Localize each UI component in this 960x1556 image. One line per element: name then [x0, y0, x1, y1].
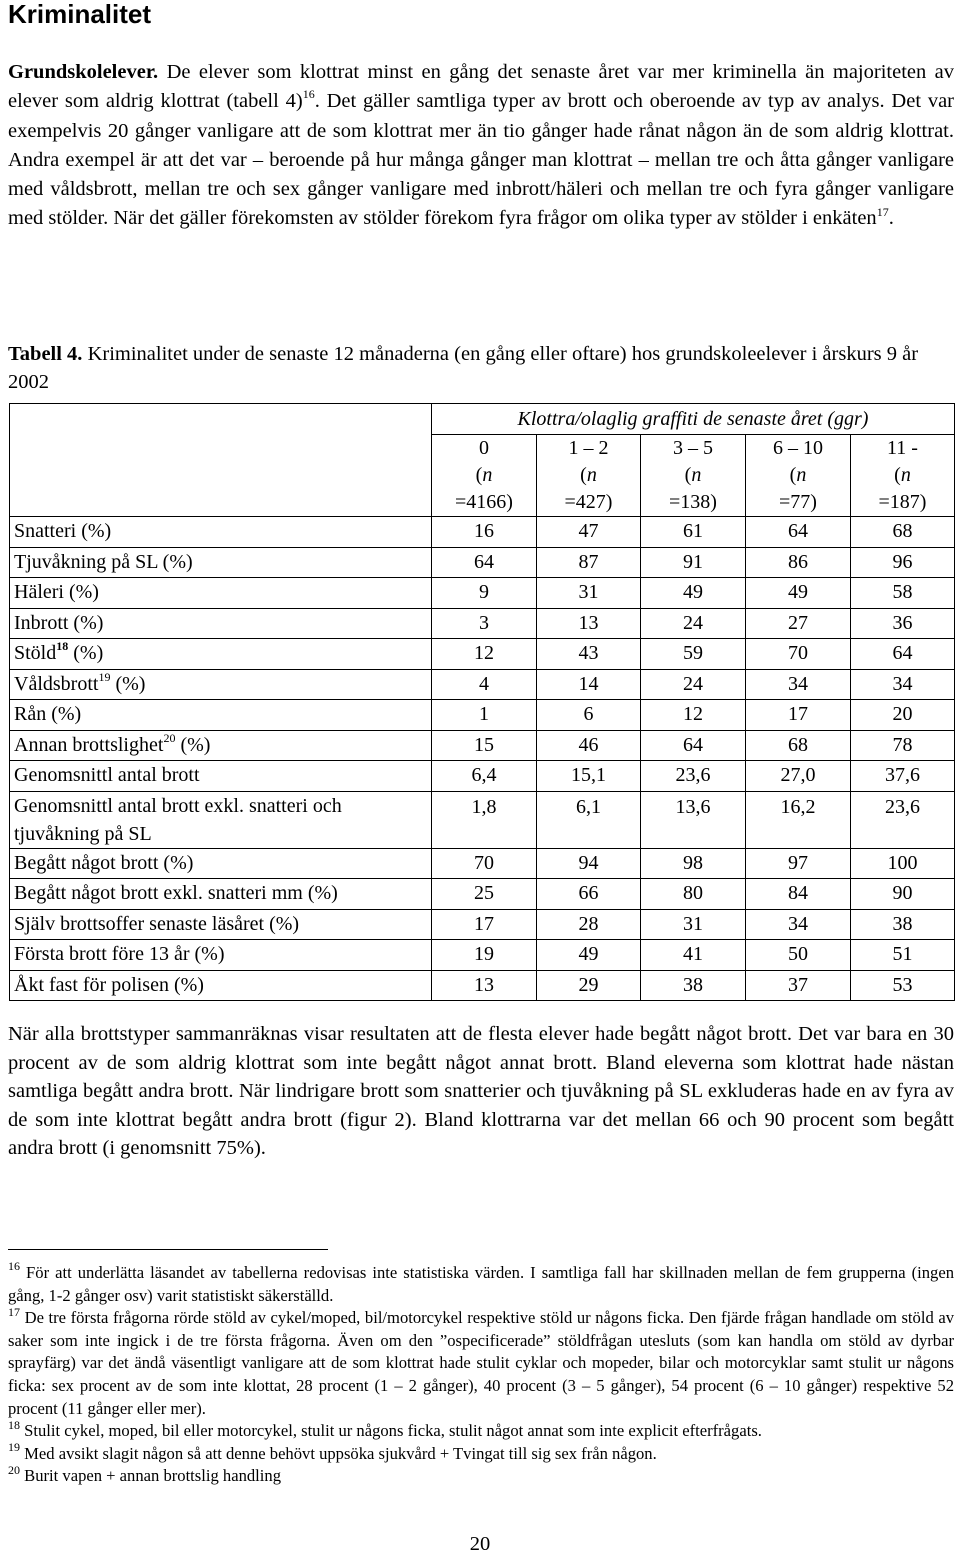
- row-label: [10, 669, 432, 700]
- table-cell: 51: [851, 940, 955, 971]
- row-label: [10, 940, 432, 971]
- table-cell: 34: [746, 669, 851, 700]
- table-cell: 58: [851, 578, 955, 609]
- column-n-label: (n =187): [855, 462, 950, 516]
- table-cell: 12: [641, 700, 746, 731]
- table-caption-text: Kriminalitet under de senaste 12 månaderna (en gång eller oftare) hos grundskoleelever i årskurs 9 år 2002: [8, 343, 919, 393]
- table-cell: 27: [746, 608, 851, 639]
- column-header: [537, 435, 641, 517]
- column-n-count: =138): [669, 491, 717, 513]
- row-label: [10, 608, 432, 639]
- row-label: [10, 848, 432, 879]
- table-cell: 14: [537, 669, 641, 700]
- column-n-count: =77): [779, 491, 817, 513]
- table-row: [10, 700, 955, 731]
- row-label-text: Själv brottsoffer senaste läsåret (%): [14, 912, 300, 935]
- table-cell: 13: [537, 608, 641, 639]
- table-cell: 34: [851, 669, 955, 700]
- footnote-19: [8, 1440, 954, 1466]
- column-header: [641, 435, 746, 517]
- column-group-label: 11 -: [887, 437, 918, 459]
- footnote-number: 18: [8, 1417, 20, 1432]
- table-cell: 46: [537, 730, 641, 761]
- row-label: [10, 761, 432, 792]
- table-cell: 87: [537, 547, 641, 578]
- footnote-16: [8, 1259, 954, 1307]
- table-cell: 49: [746, 578, 851, 609]
- row-label-text: Snatteri (%): [14, 520, 112, 542]
- row-footnote-ref[interactable]: 19: [98, 669, 111, 684]
- table-cell: 38: [851, 909, 955, 940]
- footnote-number: 19: [8, 1440, 20, 1455]
- table-cell: 28: [537, 909, 641, 940]
- table-cell: 97: [746, 848, 851, 879]
- table-cell: 68: [851, 517, 955, 548]
- table-cell: 9: [432, 578, 537, 609]
- footnote-number: 17: [8, 1304, 20, 1319]
- table-cell: 61: [641, 517, 746, 548]
- table-cell: 19: [432, 940, 537, 971]
- footnote-18: [8, 1417, 954, 1443]
- table-row: [10, 761, 955, 792]
- footnote-number: 16: [8, 1259, 20, 1274]
- table-cell: 100: [851, 848, 955, 879]
- table-cell: 70: [746, 639, 851, 670]
- table-row: [10, 730, 955, 761]
- table-cell: 34: [746, 909, 851, 940]
- row-label-text: Åkt fast för polisen (%): [14, 973, 204, 996]
- table-cell: 13,6: [641, 791, 746, 848]
- table-cell: 37,6: [851, 761, 955, 792]
- column-n-label: (n =427): [541, 462, 636, 516]
- column-n-label: (n =138): [645, 462, 741, 516]
- table-cell: 86: [746, 547, 851, 578]
- column-group-label: 1 – 2: [568, 437, 609, 459]
- row-label-text: Stöld: [14, 642, 57, 664]
- table-cell: 6: [537, 700, 641, 731]
- page-number: 20: [469, 1533, 491, 1555]
- column-n-label: (n =77): [750, 462, 846, 516]
- column-header: [432, 435, 537, 517]
- column-header: [851, 435, 955, 517]
- table-cell: 6,4: [432, 761, 537, 792]
- table-row: [10, 970, 955, 1001]
- column-n-label: (n =4166): [436, 462, 532, 516]
- table-cell: 64: [746, 517, 851, 548]
- table-corner-cell: [10, 404, 432, 517]
- row-label-text: Våldsbrott: [14, 672, 99, 695]
- row-label: [10, 970, 432, 1001]
- footnote-ref-17[interactable]: 17: [876, 204, 889, 219]
- table-cell: 43: [537, 639, 641, 670]
- table-row: [10, 639, 955, 670]
- row-label-text: Genomsnittl antal brott exkl. snatteri och tjuvåkning på SL: [14, 794, 342, 845]
- column-group-label: 6 – 10: [773, 437, 823, 459]
- table-cell: 31: [641, 909, 746, 940]
- footnote-number: 20: [8, 1462, 20, 1477]
- table-cell: 94: [537, 848, 641, 879]
- footnote-text: Burit vapen + annan brottslig handling: [20, 1466, 281, 1486]
- table-cell: 15,1: [537, 761, 641, 792]
- table-cell: 15: [432, 730, 537, 761]
- row-label-text: Genomsnittl antal brott: [14, 764, 200, 786]
- row-label: [10, 879, 432, 910]
- footnote-text: Med avsikt slagit någon så att denne behövt uppsöka sjukvård + Tvingat till sig sex från någon.: [20, 1443, 657, 1463]
- table-cell: 38: [641, 970, 746, 1001]
- table-cell: 41: [641, 940, 746, 971]
- intro-text-2: . Det gäller samtliga typer av brott och oberoende av typ av analys. Det var exempelvis 20 gånger vanligare att de som klottrat mer än tio gånger hade rånat någon än de som aldrig klottrat. Andra exempel är att det var – beroende på hur många gånger man klottrat – mellan tre och åtta gånger vanligare med våldsbrott, mellan tre och sex gånger vanligare med inbrott/häleri och mellan tre och fyra gånger vanligare med stölder. När det gäller förekomsten av stölder förekom fyra frågor om olika typer av stölder i enkäten: [8, 90, 954, 230]
- row-footnote-ref[interactable]: 20: [163, 730, 176, 745]
- footnote-separator: [8, 1249, 328, 1250]
- row-label: [10, 909, 432, 940]
- table-cell: 4: [432, 669, 537, 700]
- table-cell: 27,0: [746, 761, 851, 792]
- table-cell: 29: [537, 970, 641, 1001]
- table-cell: 64: [432, 547, 537, 578]
- footnote-text: De tre första frågorna rörde stöld av cykel/moped, bil/motorcykel respektive stöld ur någons ficka. Den fjärde frågan handlade om stöld av saker som inte ingick i de tre första frågorna. Även om den ”ospecificerade” stöldfrågan utesluts (som kan handla om stöld av dyrbar sprayfärg) var det ändå väsentligt vanligare att de som klottrat hade stulit cyklar och mopeder, bilar och motorcyklar samt stulit ur någons ficka: sex procent av de som inte klottat, 28 procent (1 – 2 gånger), 40 procent (3 – 5 gånger), 54 procent (6 – 10 gånger) respektive 52 procent (11 gånger eller mer).: [8, 1308, 954, 1418]
- intro-paragraph: [8, 58, 954, 234]
- row-label-text: Begått något brott exkl. snatteri mm (%): [14, 882, 338, 904]
- table-cell: 50: [746, 940, 851, 971]
- table-cell: 12: [432, 639, 537, 670]
- table-cell: 31: [537, 578, 641, 609]
- table-cell: 6,1: [537, 791, 641, 848]
- table-row: [10, 791, 955, 848]
- row-label: [10, 730, 432, 761]
- footnote-text: För att underlätta läsandet av tabellerna redovisas inte statistiska värden. I samtliga fall har skillnaden mellan de fem grupperna (ingen gång, 1-2 gånger osv) varit statistiskt säkerställd.: [8, 1263, 954, 1305]
- table-cell: 66: [537, 879, 641, 910]
- table-row: [10, 517, 955, 548]
- table-caption: [8, 340, 954, 396]
- column-n-letter: n: [586, 464, 597, 486]
- table-cell: 36: [851, 608, 955, 639]
- table-cell: 16: [432, 517, 537, 548]
- table-cell: 68: [746, 730, 851, 761]
- row-label-text: Första brott före 13 år (%): [14, 943, 225, 965]
- table-cell: 16,2: [746, 791, 851, 848]
- footnote-ref-16[interactable]: 16: [302, 87, 315, 102]
- table-row: [10, 669, 955, 700]
- column-n-letter: n: [900, 464, 911, 486]
- row-label: [10, 547, 432, 578]
- column-group-label: 3 – 5: [673, 437, 713, 459]
- row-label-text: Häleri (%): [14, 581, 99, 603]
- table-caption-label: Tabell 4.: [8, 343, 83, 365]
- table-cell: 90: [851, 879, 955, 910]
- table-cell: 23,6: [641, 761, 746, 792]
- table-cell: 64: [851, 639, 955, 670]
- table-row: [10, 547, 955, 578]
- row-label: [10, 578, 432, 609]
- row-label-text: Annan brottslighet: [14, 733, 164, 756]
- section-title: Kriminalitet: [8, 0, 152, 29]
- table-row: [10, 879, 955, 910]
- table-row: [10, 848, 955, 879]
- table-cell: 25: [432, 879, 537, 910]
- table-cell: 70: [432, 848, 537, 879]
- intro-lead: Grundskolelever.: [8, 61, 159, 83]
- row-label-suffix: (%): [110, 672, 146, 695]
- row-footnote-ref[interactable]: 18: [56, 639, 69, 654]
- table-cell: 1,8: [432, 791, 537, 848]
- row-label-text: Rån (%): [14, 703, 82, 725]
- footnote-20: [8, 1462, 954, 1488]
- table-cell: 98: [641, 848, 746, 879]
- column-n-count: =427): [564, 491, 613, 513]
- table-cell: 17: [432, 909, 537, 940]
- row-label: [10, 700, 432, 731]
- row-label-text: Begått något brott (%): [14, 851, 194, 874]
- column-header: [746, 435, 851, 517]
- table-cell: 78: [851, 730, 955, 761]
- table-cell: 3: [432, 608, 537, 639]
- crime-table: [9, 403, 955, 1001]
- table-cell: 20: [851, 700, 955, 731]
- row-label: [10, 517, 432, 548]
- intro-text-1: De elever som klottrat minst en gång det senaste året var mer kriminella än majoriteten av elever som aldrig klottrat (tabell 4): [8, 61, 954, 113]
- table-cell: 23,6: [851, 791, 955, 848]
- table-header-span-row: [10, 404, 955, 435]
- table-cell: 84: [746, 879, 851, 910]
- table-row: [10, 940, 955, 971]
- table-row: [10, 578, 955, 609]
- column-n-count: =4166): [455, 491, 513, 513]
- table-cell: 53: [851, 970, 955, 1001]
- table-row: [10, 909, 955, 940]
- table-cell: 37: [746, 970, 851, 1001]
- footnote-17: [8, 1304, 954, 1420]
- table-cell: 17: [746, 700, 851, 731]
- table-cell: 24: [641, 669, 746, 700]
- table-cell: 24: [641, 608, 746, 639]
- column-n-letter: n: [482, 464, 493, 486]
- row-label-suffix: (%): [175, 733, 211, 756]
- row-label-text: Tjuvåkning på SL (%): [14, 550, 193, 573]
- summary-paragraph: När alla brottstyper sammanräknas visar resultaten att de flesta elever hade begått något brott. Det var bara en 30 procent av de som aldrig klottrat som inte begått något annat brott. Bland eleverna som klottrat hade nästan samtliga begått andra brott. När lindrigare brott som snatterier och tjuvåkning på SL exkluderas hade en av fyra av de som inte klottrat begått andra brott (figur 2). Bland klottrarna var det mellan 66 och 90 procent som begått andra brott (i genomsnitt 75%).: [8, 1023, 954, 1159]
- table-cell: 91: [641, 547, 746, 578]
- column-group-label: 0: [479, 437, 489, 459]
- table-cell: 96: [851, 547, 955, 578]
- table-cell: 80: [641, 879, 746, 910]
- footnotes: [8, 1259, 954, 1488]
- column-n-count: =187): [878, 491, 927, 513]
- table-cell: 1: [432, 700, 537, 731]
- row-label-suffix: (%): [68, 642, 104, 664]
- table-row: [10, 608, 955, 639]
- table-cell: 13: [432, 970, 537, 1001]
- table-cell: 59: [641, 639, 746, 670]
- table-cell: 49: [537, 940, 641, 971]
- table-cell: 49: [641, 578, 746, 609]
- table-cell: 64: [641, 730, 746, 761]
- table-cell: 47: [537, 517, 641, 548]
- row-label: [10, 791, 432, 848]
- row-label-text: Inbrott (%): [14, 611, 104, 634]
- footnote-text: Stulit cykel, moped, bil eller motorcykel, stulit ur någons ficka, stulit något annat som inte explicit efterfrågats.: [20, 1421, 762, 1441]
- table-span-header: Klottra/olaglig graffiti de senaste året (ggr): [432, 404, 955, 435]
- column-n-letter: n: [691, 464, 702, 486]
- row-label: [10, 639, 432, 670]
- column-n-letter: n: [796, 464, 807, 486]
- intro-text-3: .: [888, 207, 894, 230]
